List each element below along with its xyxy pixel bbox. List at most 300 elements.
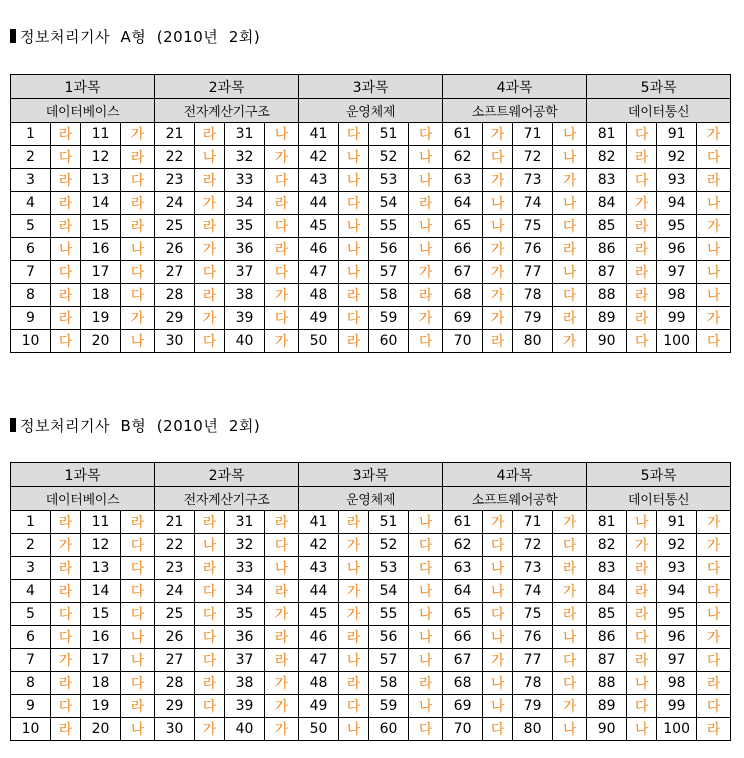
question-number: 22 [155, 534, 195, 557]
answer-cell: 나 [409, 695, 443, 718]
question-number: 58 [369, 284, 409, 307]
answer-cell: 가 [265, 330, 299, 353]
answer-cell: 다 [409, 123, 443, 146]
answer-cell: 라 [339, 626, 369, 649]
question-number: 15 [81, 603, 121, 626]
answer-cell: 나 [483, 557, 513, 580]
answer-cell: 라 [265, 580, 299, 603]
question-number: 83 [587, 557, 627, 580]
answer-cell: 다 [121, 169, 155, 192]
question-number: 81 [587, 511, 627, 534]
answer-cell: 다 [265, 169, 299, 192]
question-number: 38 [225, 672, 265, 695]
answer-cell: 라 [697, 169, 731, 192]
question-number: 74 [513, 580, 553, 603]
question-number: 88 [587, 672, 627, 695]
question-number: 86 [587, 626, 627, 649]
question-number: 77 [513, 649, 553, 672]
question-number: 18 [81, 284, 121, 307]
answer-cell: 라 [121, 146, 155, 169]
answer-cell: 다 [339, 695, 369, 718]
table-row [11, 123, 731, 146]
question-number: 16 [81, 238, 121, 261]
answer-cell: 라 [51, 580, 81, 603]
subject-name: 데이터베이스 [11, 487, 155, 511]
answer-cell: 가 [195, 307, 225, 330]
answer-cell: 라 [339, 284, 369, 307]
question-number: 97 [657, 649, 697, 672]
question-number: 67 [443, 649, 483, 672]
title-bullet-icon [10, 418, 16, 432]
answer-cell: 라 [627, 261, 657, 284]
answer-cell: 라 [627, 146, 657, 169]
question-number: 81 [587, 123, 627, 146]
subject-label: 4과목 [443, 75, 587, 99]
subject-name: 소프트웨어공학 [443, 487, 587, 511]
answer-cell: 나 [339, 557, 369, 580]
answer-cell: 나 [339, 215, 369, 238]
table-row [11, 557, 731, 580]
question-number: 43 [299, 169, 339, 192]
answer-cell: 다 [627, 695, 657, 718]
answer-cell: 나 [627, 718, 657, 741]
answer-cell: 라 [409, 284, 443, 307]
question-number: 63 [443, 557, 483, 580]
answer-cell: 나 [483, 215, 513, 238]
question-number: 87 [587, 649, 627, 672]
question-number: 12 [81, 534, 121, 557]
table-row [11, 169, 731, 192]
question-number: 44 [299, 580, 339, 603]
answer-cell: 다 [121, 672, 155, 695]
answer-cell: 나 [121, 718, 155, 741]
answer-cell: 라 [195, 123, 225, 146]
question-number: 46 [299, 238, 339, 261]
answer-cell: 다 [121, 534, 155, 557]
answer-cell: 나 [553, 261, 587, 284]
question-number: 41 [299, 511, 339, 534]
answer-cell: 나 [121, 649, 155, 672]
answer-cell: 다 [195, 580, 225, 603]
answer-cell: 다 [409, 718, 443, 741]
question-number: 72 [513, 146, 553, 169]
answer-cell: 라 [483, 330, 513, 353]
question-number: 39 [225, 695, 265, 718]
question-number: 90 [587, 718, 627, 741]
answer-cell: 라 [627, 215, 657, 238]
answer-cell: 나 [553, 718, 587, 741]
subject-label: 1과목 [11, 463, 155, 487]
answer-cell: 다 [339, 307, 369, 330]
question-number: 43 [299, 557, 339, 580]
answer-cell: 가 [483, 261, 513, 284]
question-number: 58 [369, 672, 409, 695]
answer-cell: 라 [265, 626, 299, 649]
question-number: 47 [299, 649, 339, 672]
question-number: 56 [369, 238, 409, 261]
title-bullet-icon [10, 29, 16, 43]
question-number: 96 [657, 238, 697, 261]
answer-cell: 라 [627, 580, 657, 603]
question-number: 38 [225, 284, 265, 307]
answer-cell: 라 [51, 718, 81, 741]
question-number: 82 [587, 146, 627, 169]
question-number: 57 [369, 261, 409, 284]
question-number: 26 [155, 626, 195, 649]
question-number: 49 [299, 695, 339, 718]
question-number: 11 [81, 123, 121, 146]
answer-cell: 나 [339, 146, 369, 169]
question-number: 33 [225, 169, 265, 192]
question-number: 42 [299, 534, 339, 557]
question-number: 74 [513, 192, 553, 215]
answer-cell: 가 [51, 534, 81, 557]
question-number: 42 [299, 146, 339, 169]
question-number: 83 [587, 169, 627, 192]
answer-cell: 다 [51, 603, 81, 626]
question-number: 53 [369, 557, 409, 580]
answer-cell: 나 [483, 626, 513, 649]
table-row [11, 718, 731, 741]
answer-cell: 라 [51, 511, 81, 534]
table-row [11, 146, 731, 169]
answer-cell: 가 [483, 238, 513, 261]
answer-cell: 다 [51, 261, 81, 284]
table-row [11, 672, 731, 695]
question-number: 94 [657, 580, 697, 603]
question-number: 47 [299, 261, 339, 284]
answer-cell: 라 [121, 511, 155, 534]
answer-cell: 다 [697, 146, 731, 169]
question-number: 36 [225, 626, 265, 649]
question-number: 7 [11, 261, 51, 284]
answer-cell: 라 [51, 215, 81, 238]
question-number: 99 [657, 695, 697, 718]
question-number: 100 [657, 330, 697, 353]
subject-label: 5과목 [587, 463, 731, 487]
answer-cell: 나 [697, 192, 731, 215]
answer-cell: 나 [483, 580, 513, 603]
question-number: 5 [11, 215, 51, 238]
answer-cell: 라 [51, 307, 81, 330]
answer-cell: 나 [409, 603, 443, 626]
question-number: 48 [299, 672, 339, 695]
question-number: 15 [81, 215, 121, 238]
question-number: 62 [443, 146, 483, 169]
question-number: 82 [587, 534, 627, 557]
question-number: 70 [443, 718, 483, 741]
question-number: 34 [225, 580, 265, 603]
answer-cell: 가 [265, 672, 299, 695]
question-number: 90 [587, 330, 627, 353]
question-number: 73 [513, 557, 553, 580]
answer-cell: 가 [339, 603, 369, 626]
question-number: 21 [155, 511, 195, 534]
answer-cell: 가 [483, 649, 513, 672]
answer-cell: 라 [339, 672, 369, 695]
question-number: 71 [513, 123, 553, 146]
question-number: 17 [81, 261, 121, 284]
question-number: 18 [81, 672, 121, 695]
question-number: 39 [225, 307, 265, 330]
answer-cell: 다 [553, 649, 587, 672]
question-number: 4 [11, 580, 51, 603]
answer-cell: 다 [483, 603, 513, 626]
table-row [11, 192, 731, 215]
question-number: 27 [155, 649, 195, 672]
question-number: 2 [11, 534, 51, 557]
answer-cell: 나 [553, 626, 587, 649]
question-number: 27 [155, 261, 195, 284]
answer-cell: 가 [483, 307, 513, 330]
question-number: 46 [299, 626, 339, 649]
answer-cell: 가 [697, 307, 731, 330]
question-number: 40 [225, 718, 265, 741]
answer-cell: 라 [195, 557, 225, 580]
question-number: 32 [225, 146, 265, 169]
answer-cell: 나 [409, 649, 443, 672]
answer-cell: 가 [195, 192, 225, 215]
answer-cell: 다 [697, 695, 731, 718]
answer-cell: 나 [51, 238, 81, 261]
question-number: 68 [443, 284, 483, 307]
question-number: 62 [443, 534, 483, 557]
question-number: 3 [11, 557, 51, 580]
answer-cell: 라 [553, 603, 587, 626]
answer-cell: 가 [483, 169, 513, 192]
answer-cell: 가 [483, 123, 513, 146]
answer-cell: 다 [121, 580, 155, 603]
answer-cell: 가 [195, 718, 225, 741]
subject-name: 운영체제 [299, 99, 443, 123]
subject-name: 데이터통신 [587, 487, 731, 511]
table-row [11, 511, 731, 534]
question-number: 100 [657, 718, 697, 741]
answer-cell: 다 [51, 695, 81, 718]
answer-cell: 나 [409, 580, 443, 603]
question-number: 19 [81, 307, 121, 330]
question-number: 71 [513, 511, 553, 534]
answer-cell: 라 [121, 192, 155, 215]
question-number: 53 [369, 169, 409, 192]
question-number: 69 [443, 695, 483, 718]
subject-label: 2과목 [155, 75, 299, 99]
question-number: 24 [155, 580, 195, 603]
question-number: 12 [81, 146, 121, 169]
question-number: 88 [587, 284, 627, 307]
answer-cell: 나 [697, 238, 731, 261]
answer-cell: 다 [265, 534, 299, 557]
question-number: 8 [11, 672, 51, 695]
answer-cell: 가 [265, 695, 299, 718]
question-number: 99 [657, 307, 697, 330]
answer-cell: 라 [265, 238, 299, 261]
answer-cell: 나 [409, 511, 443, 534]
question-number: 51 [369, 123, 409, 146]
answer-cell: 다 [697, 580, 731, 603]
subject-label: 5과목 [587, 75, 731, 99]
subject-label-row [11, 463, 731, 487]
question-number: 73 [513, 169, 553, 192]
question-number: 54 [369, 192, 409, 215]
table-row [11, 238, 731, 261]
question-number: 3 [11, 169, 51, 192]
question-number: 10 [11, 718, 51, 741]
answer-cell: 라 [627, 307, 657, 330]
answer-cell: 가 [697, 534, 731, 557]
answer-cell: 가 [121, 123, 155, 146]
question-number: 24 [155, 192, 195, 215]
question-number: 65 [443, 215, 483, 238]
table-row [11, 580, 731, 603]
question-number: 20 [81, 330, 121, 353]
question-number: 36 [225, 238, 265, 261]
answer-cell: 라 [195, 672, 225, 695]
subject-name: 데이터베이스 [11, 99, 155, 123]
question-number: 55 [369, 215, 409, 238]
answer-cell: 라 [51, 557, 81, 580]
question-number: 60 [369, 718, 409, 741]
answer-cell: 가 [265, 146, 299, 169]
question-number: 1 [11, 123, 51, 146]
answer-cell: 가 [553, 169, 587, 192]
table-row [11, 649, 731, 672]
answer-cell: 나 [339, 649, 369, 672]
answer-cell: 나 [553, 123, 587, 146]
answer-cell: 다 [51, 146, 81, 169]
subject-name-row [11, 487, 731, 511]
question-number: 4 [11, 192, 51, 215]
question-number: 61 [443, 511, 483, 534]
answer-cell: 다 [195, 695, 225, 718]
answer-cell: 다 [627, 123, 657, 146]
subject-label: 3과목 [299, 75, 443, 99]
question-number: 80 [513, 718, 553, 741]
answer-cell: 라 [409, 192, 443, 215]
question-number: 79 [513, 695, 553, 718]
question-number: 85 [587, 603, 627, 626]
question-number: 16 [81, 626, 121, 649]
answer-cell: 라 [195, 169, 225, 192]
table-row [11, 330, 731, 353]
answer-cell: 라 [553, 557, 587, 580]
question-number: 66 [443, 626, 483, 649]
answer-cell: 라 [51, 672, 81, 695]
question-number: 35 [225, 215, 265, 238]
question-number: 64 [443, 192, 483, 215]
question-number: 25 [155, 603, 195, 626]
question-number: 75 [513, 215, 553, 238]
answer-cell: 라 [195, 511, 225, 534]
answer-cell: 나 [339, 169, 369, 192]
question-number: 33 [225, 557, 265, 580]
question-number: 20 [81, 718, 121, 741]
question-number: 93 [657, 169, 697, 192]
question-number: 55 [369, 603, 409, 626]
table-row [11, 307, 731, 330]
answer-cell: 나 [697, 603, 731, 626]
question-number: 76 [513, 626, 553, 649]
question-number: 32 [225, 534, 265, 557]
answer-cell: 나 [195, 534, 225, 557]
question-number: 66 [443, 238, 483, 261]
table-row [11, 534, 731, 557]
answer-cell: 다 [121, 557, 155, 580]
question-number: 37 [225, 261, 265, 284]
answer-cell: 라 [121, 695, 155, 718]
question-number: 65 [443, 603, 483, 626]
question-number: 84 [587, 580, 627, 603]
table-row [11, 261, 731, 284]
answer-cell: 가 [627, 192, 657, 215]
question-number: 23 [155, 557, 195, 580]
answer-cell: 가 [553, 695, 587, 718]
sheet-b-title [10, 415, 260, 435]
answer-cell: 다 [409, 534, 443, 557]
answer-cell: 라 [627, 284, 657, 307]
answer-cell: 나 [121, 330, 155, 353]
answer-cell: 다 [121, 603, 155, 626]
question-number: 86 [587, 238, 627, 261]
question-number: 21 [155, 123, 195, 146]
answer-cell: 나 [553, 192, 587, 215]
answer-cell: 라 [121, 215, 155, 238]
answer-cell: 다 [553, 534, 587, 557]
answer-cell: 나 [339, 261, 369, 284]
question-number: 7 [11, 649, 51, 672]
answer-cell: 다 [697, 330, 731, 353]
question-number: 13 [81, 557, 121, 580]
answer-cell: 나 [409, 626, 443, 649]
answer-cell: 다 [483, 718, 513, 741]
answer-cell: 다 [697, 557, 731, 580]
answer-cell: 다 [553, 215, 587, 238]
answer-cell: 나 [409, 169, 443, 192]
question-number: 61 [443, 123, 483, 146]
question-number: 22 [155, 146, 195, 169]
question-number: 70 [443, 330, 483, 353]
answer-cell: 라 [339, 330, 369, 353]
answer-cell: 라 [627, 603, 657, 626]
question-number: 51 [369, 511, 409, 534]
question-number: 94 [657, 192, 697, 215]
answer-cell: 가 [195, 238, 225, 261]
answer-cell: 라 [265, 511, 299, 534]
answer-table-a [10, 74, 731, 353]
answer-cell: 가 [697, 215, 731, 238]
question-number: 40 [225, 330, 265, 353]
subject-name: 소프트웨어공학 [443, 99, 587, 123]
question-number: 10 [11, 330, 51, 353]
question-number: 25 [155, 215, 195, 238]
answer-cell: 라 [409, 672, 443, 695]
question-number: 14 [81, 580, 121, 603]
answer-cell: 가 [483, 511, 513, 534]
sheet-a-title [10, 26, 260, 46]
answer-cell: 다 [339, 123, 369, 146]
answer-cell: 다 [51, 330, 81, 353]
answer-cell: 다 [195, 626, 225, 649]
answer-cell: 나 [483, 672, 513, 695]
table-row [11, 215, 731, 238]
question-number: 78 [513, 284, 553, 307]
answer-cell: 다 [627, 169, 657, 192]
question-number: 28 [155, 284, 195, 307]
question-number: 98 [657, 284, 697, 307]
subject-label: 1과목 [11, 75, 155, 99]
answer-cell: 다 [195, 649, 225, 672]
question-number: 17 [81, 649, 121, 672]
